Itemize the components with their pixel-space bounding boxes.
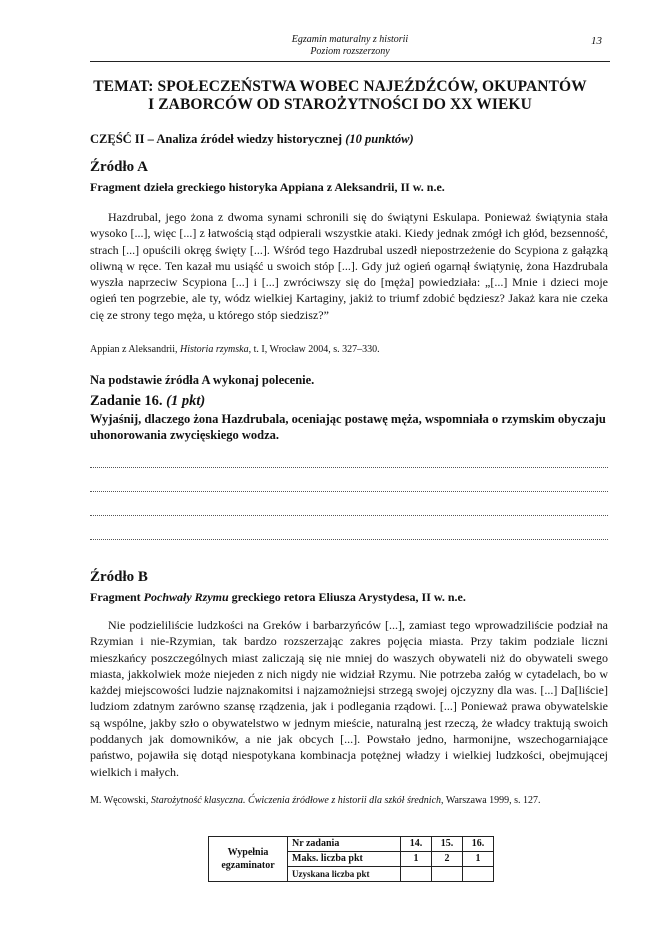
- obtained-points-cell[interactable]: [401, 867, 432, 882]
- task-16-number: Zadanie 16.: [90, 393, 163, 409]
- header-level: Poziom rozszerzony: [310, 46, 390, 57]
- source-b-cite-title: Starożytność klasyczna. Ćwiczenia źródłowe z historii dla szkół średnich: [150, 795, 442, 806]
- source-a-text: Hazdrubal, jego żona z dwoma synami schronili się do świątyni Eskulapa. Ponieważ świątynia stała wysoko [...], więc [...] z łatwością stąd odpierali wszystkie ataki. Kiedy jednak zmógł ich głód, bezsenność, strach [...] opuścili okręg święty [...]. Wśród tego Hazdrubal uszedł niepostrzeżenie do Scypiona z gałązką oliwną w ręce. Ten kazał mu usiąść u swoich stóp [...]. Gdy już ogień ogarnął świątynię, żona Hazdrubala wyszła naprzeciw Scypiona [...] i [...] zwróciwszy się do [męża] powiedziała: „[...] Mnie i dzieci moje ogień ten pogrzebie, ale ty, wódz wielkiej Kartaginy, jakiż to triumf zdobić będziesz? Jakaż kara nie czeka cię ze strony tego męża, u którego stóp siedzisz?”: [90, 210, 608, 322]
- task-16-points: (1 pkt): [166, 393, 206, 409]
- answer-line-1[interactable]: [90, 467, 608, 468]
- topic-line-2: I ZABORCÓW OD STAROŻYTNOŚCI DO XX WIEKU: [148, 96, 532, 113]
- source-a-citation: [90, 344, 380, 355]
- answer-line-4[interactable]: [90, 539, 608, 540]
- obtained-points-header: Uzyskana liczba pkt: [288, 867, 401, 882]
- task-number-header: Nr zadania: [288, 837, 401, 852]
- task-number-cell: 15.: [432, 837, 463, 852]
- task-16-title: [90, 393, 205, 410]
- instruction-text: Na podstawie źródła A wykonaj polecenie.: [90, 373, 315, 387]
- max-points-cell: 2: [432, 852, 463, 867]
- examiner-label: [209, 837, 288, 882]
- part-title: CZĘŚĆ II – Analiza źródeł wiedzy historycznej: [90, 132, 343, 146]
- max-points-cell: 1: [401, 852, 432, 867]
- answer-line-2[interactable]: [90, 491, 608, 492]
- task-number-cell: 14.: [401, 837, 432, 852]
- examiner-score-table: [208, 836, 494, 882]
- source-b-cite-rest: , Warszawa 1999, s. 127.: [441, 795, 541, 806]
- answer-line-3[interactable]: [90, 515, 608, 516]
- source-b-subtitle-post: greckiego retora Eliusza Arystydesa, II w. n.e.: [231, 590, 466, 604]
- topic-heading: [60, 78, 620, 114]
- header-exam-name: Egzamin maturalny z historii: [291, 34, 409, 45]
- obtained-points-cell[interactable]: [463, 867, 494, 882]
- task-number-cell: 16.: [463, 837, 494, 852]
- page-header: [90, 34, 610, 64]
- source-a-subtitle: Fragment dzieła greckiego historyka Appiana z Aleksandrii, II w. n.e.: [90, 180, 445, 194]
- source-a-cite-title: Historia rzymska: [179, 344, 249, 355]
- topic-line-1: TEMAT: SPOŁECZEŃSTWA WOBEC NAJEŹDŹCÓW, OKUPANTÓW: [93, 78, 587, 95]
- source-b-subtitle: [90, 590, 466, 605]
- source-b-cite-author: M. Węcowski,: [90, 795, 149, 806]
- source-b-subtitle-pre: Fragment: [90, 590, 141, 604]
- part-heading: [90, 132, 414, 147]
- part-points: (10 punktów): [345, 132, 414, 146]
- source-a-title: Źródło A: [90, 159, 148, 175]
- max-points-header: Maks. liczba pkt: [288, 852, 401, 867]
- source-a-cite-author: Appian z Aleksandrii,: [90, 344, 178, 355]
- obtained-points-cell[interactable]: [432, 867, 463, 882]
- page-number: 13: [591, 35, 602, 47]
- examiner-label-line-1: Wypełnia: [227, 847, 269, 858]
- source-b-citation: [90, 795, 541, 806]
- source-b-text: Nie podzieliliście ludzkości na Greków i barbarzyńców [...], zamiast tego wprowadziliście podział na Rzymian i nie-Rzymian, tak bardzo rozszerzając zakres pojęcia miasta. Przy takim podziale liczni mieszkańcy poszczególnych miast zaliczają się nie mniej do waszych obywateli niż do obywateli swego miasta, jakkolwiek może niejeden z nich nigdy nie widział Rzymu. Nie potrzeba załóg w cytadelach, bo w każdej miejscowości ludzie najznakomitsi i najzamożniejsi strzegą swojej ojczyzny dla was. [...] Da[liście] ludziom zdatnym zarówno szansę rządzenia, jak i podlegania rządowi. [...] Ponieważ prawa obywatelskie są wspólne, jakby szło o obywatelstwo w jednym mieście, naturalną jest rzeczą, że władcy traktują swoich poddanych jak domowników, a nie jak obcych [...]. Powstało jedno, harmonijne, wszechogarniające państwo, pojawiła się dotąd niespotykana kombinacja potężnej władzy i wielkiej ludzkości, obejmującej wielkich i małych.: [90, 618, 608, 779]
- header-divider: [90, 61, 610, 62]
- examiner-label-line-2: egzaminator: [221, 860, 275, 871]
- task-16-question: Wyjaśnij, dlaczego żona Hazdrubala, oceniając postawę męża, wspomniała o rzymskim obyczaju uhonorowania zwycięskiego wodza.: [90, 412, 606, 442]
- source-a-cite-rest: , t. I, Wrocław 2004, s. 327–330.: [248, 344, 380, 355]
- source-b-title: Źródło B: [90, 569, 148, 585]
- max-points-cell: 1: [463, 852, 494, 867]
- source-b-subtitle-title: Pochwały Rzymu: [143, 590, 229, 604]
